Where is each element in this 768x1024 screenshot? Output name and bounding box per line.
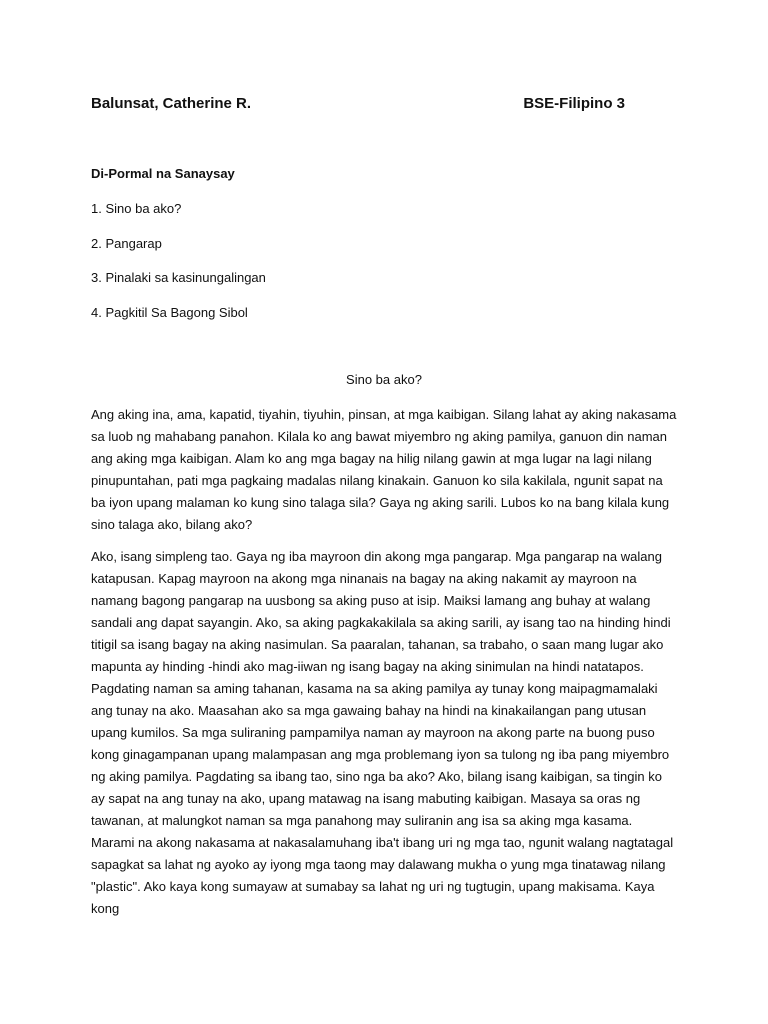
essay-paragraph: Ako, isang simpleng tao. Gaya ng iba mayroon din akong mga pangarap. Mga pangarap na walang katapusan. Kapag mayroon na akong mga ninanais na bagay na aking nakamit ay mayroon na namang bagong pangarap na uusbong sa aking puso at isip. Maiksi lamang ang buhay at walang sandali ang dapat sayangin. Ako, sa aking pagkakakilala sa aking sarili, ay isang tao na hinding hindi titigil sa isang bagay na aking nasimulan. Sa paaralan, tahanan, sa trabaho, o saan mang lugar ako mapunta ay hinding -hindi ako mag-iiwan ng isang bagay na aking sinimulan na hindi natatapos. Pagdating naman sa aming tahanan, kasama na sa aking pamilya ay tunay kong maipagmamalaki ang tunay na ako. Maasahan ako sa mga gawaing bahay na hindi na kinakailangan pang utusan upang kumilos. Sa mga suliraning pampamilya naman ay mayroon na akong parte na buong puso kong ginagampanan upang malampasan ang mga problemang iyon sa tulong ng iba pang miyembro ng aking pamilya. Pagdating sa ibang tao, sino nga ba ako? Ako, bilang isang kaibigan, sa tingin ko ay sapat na ang tunay na ako, upang matawag na isang mabuting kaibigan. Masaya sa oras ng tawanan, at malungkot naman sa mga panahong may suliranin ang isa sa aking mga kasama. Marami na akong nakasama at nakasalamuhang iba't ibang uri ng mga tao, ngunit walang nagtatagal sapagkat sa lahat ng ayoko ay iyong mga taong may dalawang mukha o yung mga tinatawag nilang "plastic". Ako kaya kong sumayaw at sumabay sa lahat ng uri ng tugtugin, upang makisama. Kaya kong <box>91 549 674 916</box>
toc-item: 3. Pinalaki sa kasinungalingan <box>91 270 266 285</box>
document-header <box>91 95 625 112</box>
course-label: BSE-Filipino 3 <box>523 95 625 112</box>
section-title: Di-Pormal na Sanaysay <box>91 166 235 181</box>
toc-item: 1. Sino ba ako? <box>91 201 182 216</box>
essay-body <box>91 404 677 930</box>
table-of-contents <box>91 200 266 338</box>
toc-item: 2. Pangarap <box>91 235 162 251</box>
essay-title: Sino ba ako? <box>346 372 422 387</box>
essay-paragraph: Ang aking ina, ama, kapatid, tiyahin, tiyuhin, pinsan, at mga kaibigan. Silang lahat ay aking nakasama sa luob ng mahabang panahon. Kilala ko ang bawat miyembro ng aking pamilya, ganuon din naman ang aking mga kaibigan. Alam ko ang mga bagay na hilig nilang gawin at mga lugar na lagi nilang pinupuntahan, pati mga pagkaing madalas nilang kinakain. Ganuon ko sila kakilala, ngunit sapat na ba iyon upang malaman ko kung sino talaga sila? Gaya ng aking sarili. Lubos ko na bang kilala kung sino talaga ako, bilang ako? <box>91 407 677 532</box>
toc-item: 4. Pagkitil Sa Bagong Sibol <box>91 304 248 320</box>
author-name: Balunsat, Catherine R. <box>91 95 252 112</box>
